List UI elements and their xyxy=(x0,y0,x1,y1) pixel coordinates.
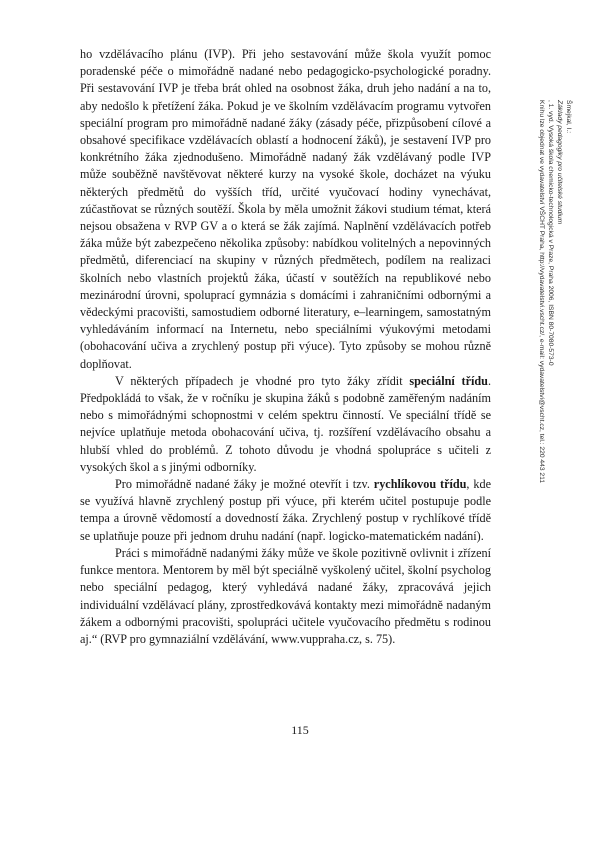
paragraph-3-text-a: Pro mimořádně nadané žáky je možné otevřít i tzv. xyxy=(115,477,374,492)
paragraph-2 xyxy=(80,373,491,476)
paragraph-2-text-a: V některých případech je vhodné pro tyto žáky zřídit xyxy=(115,373,410,388)
term-special-class: speciální třídu xyxy=(409,373,488,388)
paragraph-1 xyxy=(80,46,491,373)
side-note-publication: , 1. vyd. Vysoká škola chemicko-technologická v Praze, Praha 2006, ISBN 80-7080-573-0 xyxy=(547,100,554,366)
paragraph-2-text-b: . Předpokládá to však, že v ročníku je skupina žáků s podobně zaměřeným nadáním nebo s mimořádnými schopnostmi v celém spektru činností. Ve speciální třídě se nejvíce uplatňuje metoda obohacování učiva, tj. rozšíření vzdělávacího obsahu a hlubší vhled do problémů. Z tohoto důvodu je vhodná spolupráce s učiteli z vysokých škol a s jinými odborníky. xyxy=(80,373,491,474)
paragraph-3 xyxy=(80,476,491,545)
paragraph-4 xyxy=(80,545,491,648)
paragraph-1-text: ho vzdělávacího plánu (IVP). Při jeho sestavování může škola využít pomoc poradenské péče o mimořádně nadané nebo pedagogicko-psychologické poradny. Při sestavování IVP je třeba brát ohled na osobnost žáka, druh jeho nadání a na to, aby nedošlo k přetížení žáka. Pokud je ve školním vzdělávacím programu vytvořen speciální program pro mimořádně nadané žáky (zásady péče, přizpůsobení cílové a obsahové specifikace vzdělávacích oblastí a hodnocení žáků), je sestavení IVP pro konkrétního žáka zjednodušeno. Mimořádně nadaný žák vzdělávaný podle IVP může souběžně navštěvovat některé kurzy na vysoké škole, docházet na výuku některých předmětů do vyšších tříd, určité vyučovací hodiny vynechávat, zúčastňovat se různých soutěží. Škola by měla umožnit žákovi studium témat, která nejsou obsažena v RVP GV a o která se žák zajímá. Naplnění vzdělávacích potřeb žáka může být zabezpečeno několika způsoby: nabídkou volitelných a nepovinných předmětů, diferenciací na skupiny v různých předmětech, podílem na realizaci školních nebo vlastních projektů žáka, účastí v soutěžích na republikové nebo mezinárodní úrovni, spoluprací gymnázia s domácími i zahraničními odbornými a vědeckými pracovišti, samostudiem odborné literatury, e–learningem, samostatným vyhledáváním informací na Internetu, nebo speciálními výukovými metodami (obohacování učiva a zrychlený postup při výuce). Tyto způsoby se mohou různě doplňovat. xyxy=(80,47,491,371)
paragraph-4-text: Práci s mimořádně nadanými žáky může ve škole pozitivně ovlivnit i zřízení funkce mentora. Mentorem by měl být speciálně vyškolený učitel, školní psycholog nebo speciální pedagog, který vyhledává nadané žáky, zpracovává jejich individuální vzdělávací plány, zprostředkovává kontakty mezi mimořádně nadaným žákem a odbornými pracovišti, spolupráci učitele vyučovacího předmětu s rodinou aj.“ (RVP pro gymnaziální vzdělávání, www.vuppraha.cz, s. 75). xyxy=(80,545,491,646)
paragraph-3-text-b: , kde se využívá hlavně zrychlený postup při výuce, při kterém učitel postupuje podle tempa a úrovně vědomostí a dovedností žáka. Zrychlený postup v rychlíkové třídě se uplatňuje pouze při jednom druhu nadání (např. logicko-matematickém nadání). xyxy=(80,477,491,543)
page-number: 115 xyxy=(291,723,309,737)
side-note-title: Základy pedagogiky pro učitelské studium xyxy=(556,100,563,225)
side-note-author: Šmejkal, I.: xyxy=(565,100,572,134)
side-note-line-2: Knihu lze objednat ve vydavatelství VŠCHT Praha, http://vydavatelstvi.vscht.cz/, e-mail: vydavatelstvi@vscht.cz, tel.: 220 443 211 xyxy=(538,100,545,484)
side-note-line-1 xyxy=(546,100,573,660)
main-text xyxy=(80,46,491,648)
side-citation-note xyxy=(537,100,573,660)
term-express-class: rychlíkovou třídu xyxy=(373,477,467,492)
